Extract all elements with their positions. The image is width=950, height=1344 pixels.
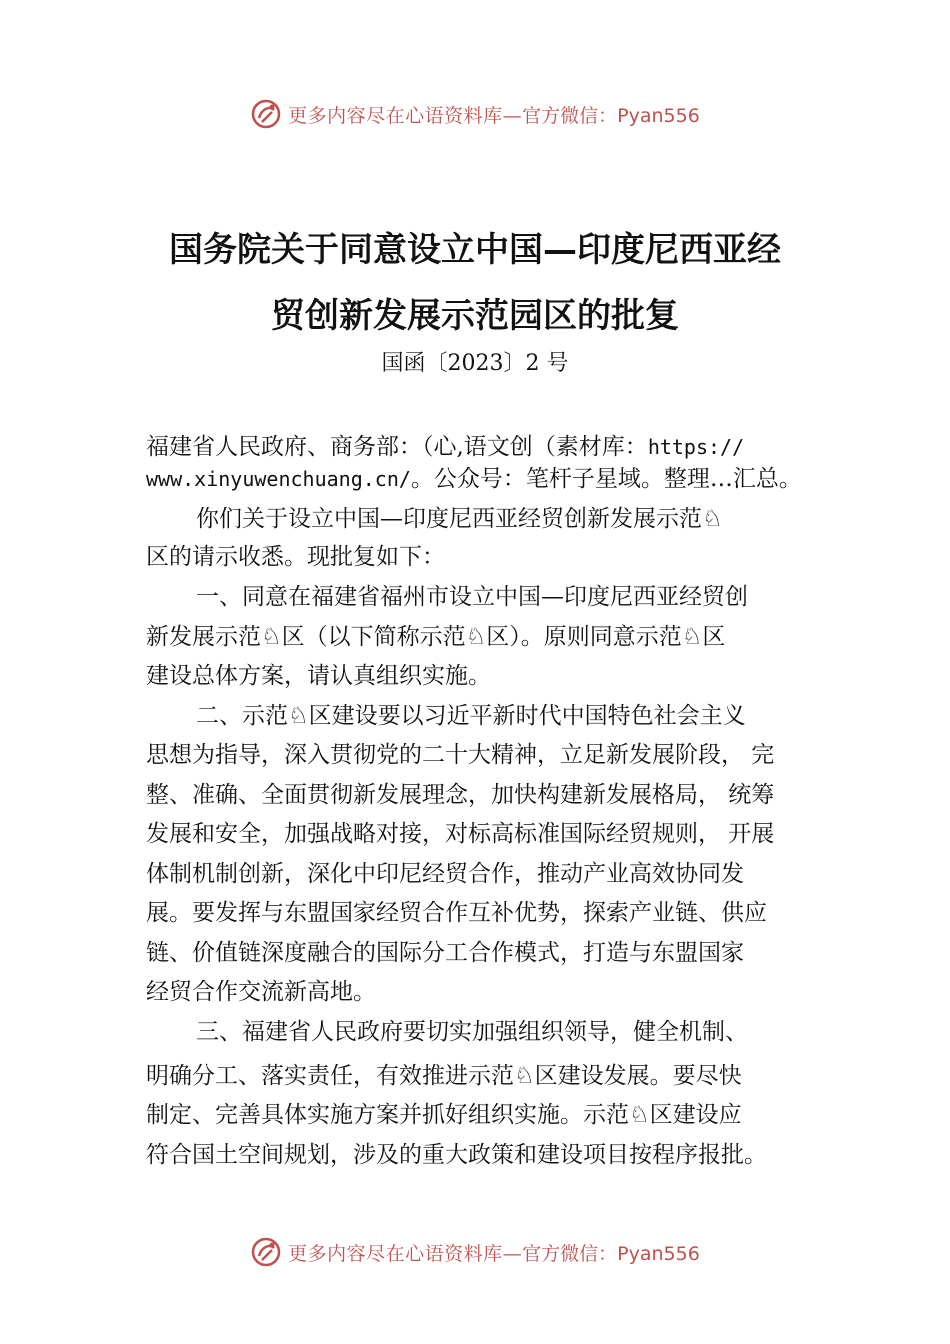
footer-watermark-banner	[0, 1232, 950, 1272]
addressee-prefix: 福建省人民政府、商务部：（心,语文创（素材库：	[146, 434, 648, 460]
body-line: 建设总体方案，请认真组织实施。	[146, 663, 491, 689]
banner-wechat-id: 官方微信：Pyan556	[522, 104, 700, 127]
addressee-url-part-1: https://	[647, 435, 745, 459]
document-number: 国函〔2023〕2 号	[381, 351, 569, 376]
banner-wechat-id: 官方微信：Pyan556	[522, 1242, 700, 1265]
document-title-line-1: 国务院关于同意设立中国—印度尼西亚经	[169, 230, 781, 270]
body-line: 明确分工、落实责任，有效推进示范♘区建设发展。要尽快	[146, 1063, 742, 1089]
body-line: 符合国土空间规划，涉及的重大政策和建设项目按程序报批。	[146, 1142, 767, 1168]
body-line: 你们关于设立中国—印度尼西亚经贸创新发展示范♘	[196, 506, 723, 532]
addressee-suffix: 。公众号：笔杆子星域。整理…汇总。	[410, 466, 802, 492]
body-line: 制定、完善具体实施方案并抓好组织实施。示范♘区建设应	[146, 1102, 742, 1128]
document-title-line-2: 贸创新发展示范园区的批复	[271, 296, 679, 336]
body-line: 发展和安全，加强战略对接，对标高标准国际经贸规则， 开展	[146, 821, 775, 847]
header-watermark-banner	[0, 94, 950, 134]
addressee-url-part-2: www.xinyuwenchuang.cn/	[146, 467, 411, 491]
addressee-line-2	[146, 464, 802, 494]
body-line: 整、准确、全面贯彻新发展理念，加快构建新发展格局， 统筹	[146, 782, 775, 808]
seal-logo-icon	[250, 98, 282, 130]
seal-logo-icon	[250, 1236, 282, 1268]
banner-slogan: 更多内容尽在心语资料库—	[288, 104, 523, 127]
body-line: 区的请示收悉。现批复如下：	[146, 544, 445, 570]
banner-slogan: 更多内容尽在心语资料库—	[288, 1242, 523, 1265]
body-line: 链、价值链深度融合的国际分工合作模式，打造与东盟国家	[146, 940, 744, 966]
body-line: 三、福建省人民政府要切实加强组织领导，健全机制、	[196, 1019, 748, 1045]
body-line: 二、示范♘区建设要以习近平新时代中国特色社会主义	[196, 703, 746, 729]
body-line: 展。要发挥与东盟国家经贸合作互补优势，探索产业链、供应	[146, 900, 767, 926]
body-line: 新发展示范♘区（以下简称示范♘区）。原则同意示范♘区	[146, 624, 726, 650]
body-line: 经贸合作交流新高地。	[146, 979, 376, 1005]
body-line: 一、同意在福建省福州市设立中国—印度尼西亚经贸创	[196, 584, 748, 610]
body-line: 体制机制创新，深化中印尼经贸合作，推动产业高效协同发	[146, 861, 744, 887]
body-line: 思想为指导，深入贯彻党的二十大精神，立足新发展阶段， 完	[146, 742, 775, 768]
addressee-line-1	[146, 432, 744, 462]
